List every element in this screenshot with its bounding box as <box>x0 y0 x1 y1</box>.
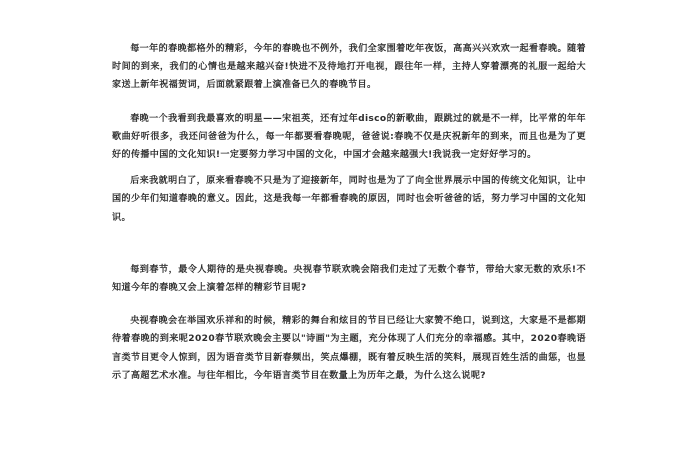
paragraph-spacer <box>112 227 586 261</box>
paragraph: 后来我就明白了，原来看春晚不只是为了迎接新年，同时也是为了了向全世界展示中国的传统文化知识，让中国的少年们知道春晚的意义。因此，这是我每一年都看春晚的原因，同时也会听爸爸的话，努力学习中国的文化知识。 <box>112 176 586 223</box>
paragraph-spacer <box>112 95 586 110</box>
paragraph: 春晚一个我看到我最喜欢的明星——宋祖英，还有过年disco的新歌曲，跟跳过的就是不一样，比平常的年年歌曲好听很多，我还问爸爸为什么，每一年都要看春晚呢，爸爸说:春晚不仅是庆祝新年的到来，而且也是为了更好的传播中国的文化知识!一定要努力学习中国的文化，中国才会越来越强大!我说我一定好好学习的。 <box>112 113 586 161</box>
paragraph-spacer <box>112 297 586 312</box>
paragraph: 每到春节，最令人期待的是央视春晚。央视春节联欢晚会陪我们走过了无数个春节，带给大家无数的欢乐!不知道今年的春晚又会上演着怎样的精彩节目呢? <box>112 264 586 294</box>
paragraph-spacer <box>112 164 586 172</box>
paragraph: 央视春晚会在举国欢乐祥和的时候，精彩的舞台和炫目的节目已经让大家赞不绝口，说到这，大家是不是都期待着春晚的到来呢2020春节联欢晚会主要以"诗画"为主题，充分体现了人们充分的幸福感。其中，2020春晚语言类节目更令人惊到，因为语音类节目新春频出，笑点爆棚，既有着反映生活的笑料，展现百姓生活的曲惩，也显示了高超艺术水准。与往年相比，今年语言类节目在数量上为历年之最，为什么这么说呢? <box>112 316 586 381</box>
document-body <box>112 40 586 440</box>
paragraph: 每一年的春晚都格外的精彩，今年的春晚也不例外，我们全家围着吃年夜饭，高高兴兴欢欢一起看春晚。随着时间的到来，我们的心情也是越来越兴奋!快进不及待地打开电视，跟往年一样，主持人穿着漂亮的礼服一起给大家送上新年祝福贺词，后面就紧跟着上演准备已久的春晚节目。 <box>112 44 586 91</box>
